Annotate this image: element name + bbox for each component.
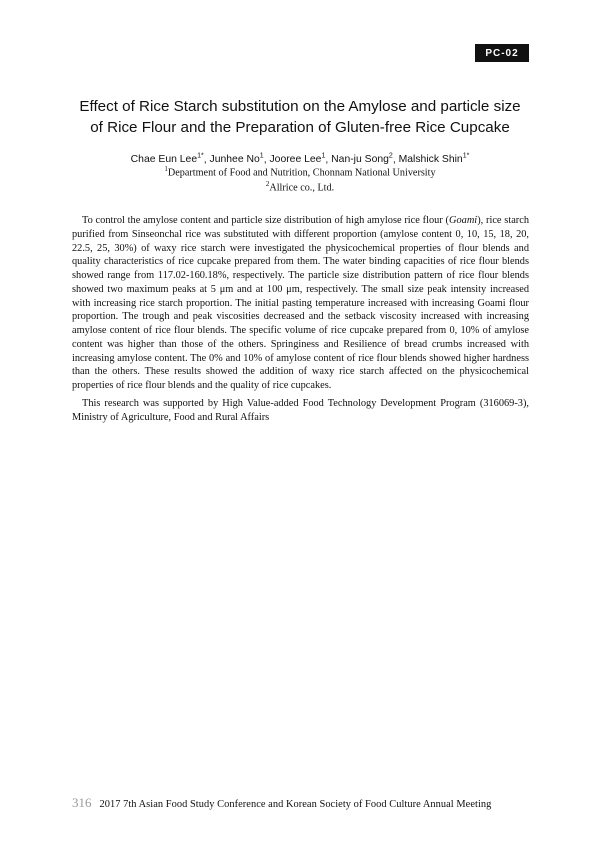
affiliation-marker: 2 xyxy=(265,180,270,188)
author-name: Junhee No xyxy=(209,154,260,166)
affiliation-2 xyxy=(40,178,560,194)
affiliation-text: Allrice co., Ltd. xyxy=(269,182,335,194)
text-line: To control the amylose content and particle size distribution of high amylose rice flour (Goami), rice starch xyxy=(82,215,530,226)
author-affiliation-marker: 2 xyxy=(388,153,393,160)
author-affiliation-marker: 1* xyxy=(197,153,204,160)
text-line: content was higher than those of the others. Springiness and Resilience of bread crumbs increased with xyxy=(72,338,529,350)
title-line: Effect of Rice Starch substitution on the Amylose and particle size xyxy=(79,98,521,115)
author-affiliation-marker: 1 xyxy=(321,153,326,160)
author-name: Malshick Shin xyxy=(398,154,463,166)
text-line: proportion. The trough and peak viscosities decreased and the setback viscosity increased with increasing xyxy=(72,311,529,323)
author-affiliation-marker: 1* xyxy=(462,153,470,160)
text-line: 22.5, 25, 30%) of waxy rice starch were investigated the physicochemical properties of flour blends and xyxy=(72,242,529,254)
acknowledgement xyxy=(72,397,529,425)
affiliation-1 xyxy=(40,163,560,179)
title-line: of Rice Flour and the Preparation of Gluten-free Rice Cupcake xyxy=(90,119,510,136)
paper-title xyxy=(40,96,560,138)
author-list: Chae Eun Lee$^{1*}$, Junhee No$^1$, Jooree Lee$^1$, Nan-ju Song$^2$, Malshick Shin$^{1*}$ xyxy=(130,153,470,166)
author-name: Jooree Lee xyxy=(269,154,322,166)
text-line: purified from Sinseonchal rice was substituted with different proportion (amylose content 0, 10, 15, 18, 20, xyxy=(72,228,529,240)
text-line: showed two maximum peaks at 5 μm and at 100 μm, respectively. The small size peak intensity increased xyxy=(72,283,529,295)
author-name: Nan-ju Song xyxy=(331,154,389,166)
author-name: Chae Eun Lee xyxy=(130,154,198,166)
text-line: properties of rice flour blends and the quality of rice cupcakes. xyxy=(72,380,332,391)
text-line: amylose content of rice flour blends. The specific volume of rice cupcake prepared from 0, 10% of amylose xyxy=(72,325,529,336)
affiliation-text: Department of Food and Nutrition, Chonnam National University xyxy=(167,167,436,179)
text-line: quality characteristics of rice cupcake prepared from them. The water binding capacities of rice flour blends xyxy=(72,256,529,268)
text-line: showed range from 117.02-160.18%, respectively. The particle size distribution pattern of rice flour blends xyxy=(72,270,529,281)
affiliation-marker: 1 xyxy=(164,165,168,173)
text-line: with increasing rice starch proportion. The initial pasting temperature increased with increasing Goami flour xyxy=(72,297,529,309)
session-code-badge: PC-02 xyxy=(475,44,529,62)
page-number: 316 xyxy=(72,795,92,810)
text-line: Ministry of Agriculture, Food and Rural Affairs xyxy=(72,411,270,423)
text-line: This research was supported by High Value-added Food Technology Development Program (316069-3), xyxy=(82,398,529,409)
abstract xyxy=(72,214,529,393)
author-affiliation-marker: 1 xyxy=(259,153,264,160)
page-footer xyxy=(72,795,532,811)
conference-name: 2017 7th Asian Food Study Conference and Korean Society of Food Culture Annual Meeting xyxy=(99,799,492,810)
text-line: than the others. These results showed the addition of waxy rice starch affected on the physicochemical xyxy=(72,366,529,378)
text-line: increasing amylose content. The 0% and 10% of amylose content of rice flour blends showed higher hardness xyxy=(72,352,529,364)
